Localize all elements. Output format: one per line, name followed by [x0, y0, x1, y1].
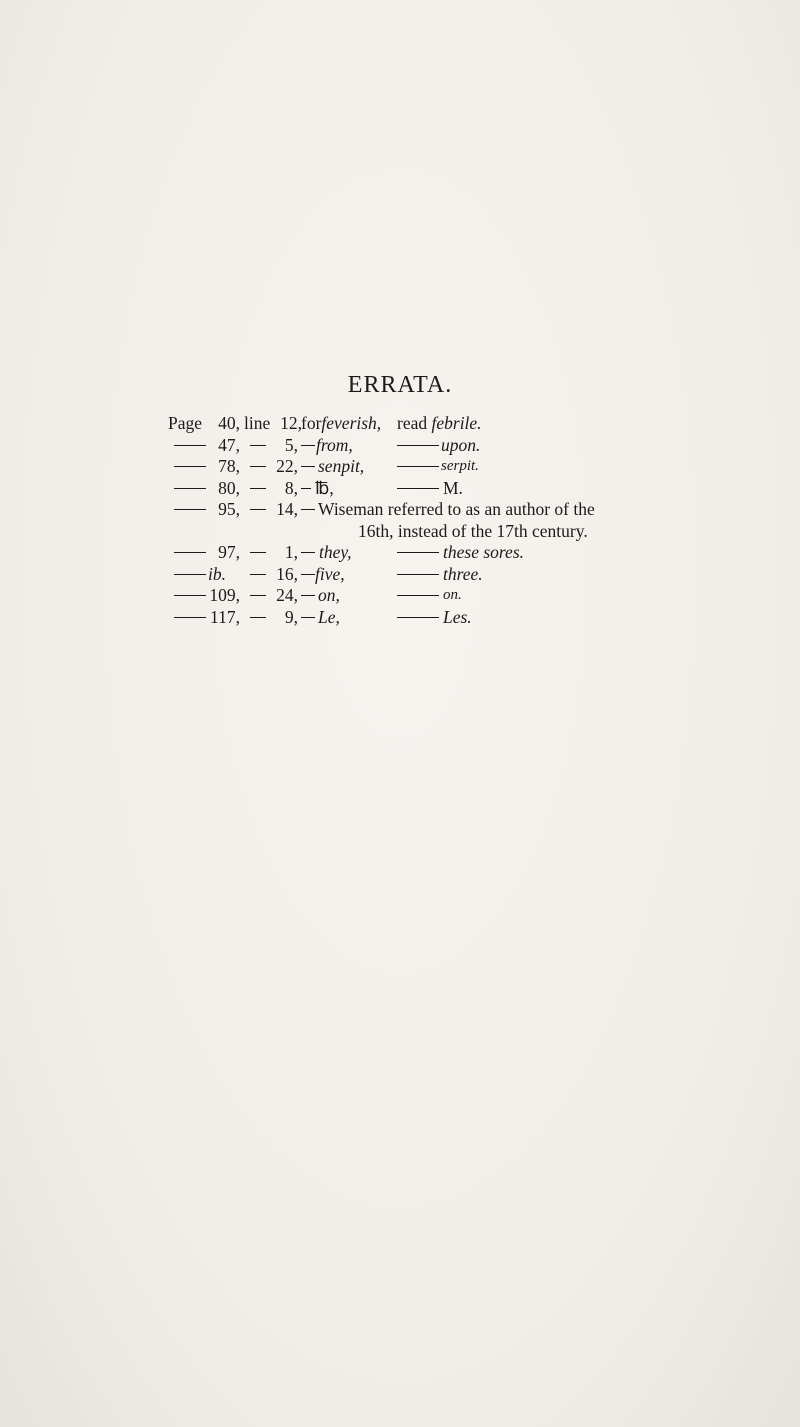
correction-note: [318, 499, 663, 542]
ditto-dash: [250, 466, 266, 467]
right-text: Les.: [443, 606, 472, 627]
page-number: 109,: [209, 585, 240, 605]
ditto-dash: [174, 574, 206, 575]
ditto-dash: [397, 552, 439, 553]
errata-entry: [168, 413, 648, 435]
line-number: 1,: [284, 542, 298, 562]
page-label: Page: [168, 413, 203, 433]
ditto-dash: [301, 617, 315, 618]
ditto-dash: [250, 509, 266, 510]
page-number: 95,: [218, 499, 240, 519]
page-title: ERRATA.: [347, 372, 453, 398]
ditto-dash: [250, 595, 266, 596]
ditto-dash: [250, 574, 266, 575]
errata-entry: [168, 478, 648, 500]
wrong-text: ℔,: [315, 477, 334, 498]
line-number: 8,: [284, 477, 298, 498]
ditto-dash: [250, 552, 266, 553]
right-text: on.: [443, 587, 462, 603]
page-number: 117,: [210, 606, 240, 627]
read-label: read febrile.: [397, 413, 482, 433]
ditto-dash: [301, 445, 315, 446]
line-number: 9,: [284, 606, 298, 627]
ditto-dash: [250, 488, 266, 489]
ditto-dash: [397, 617, 439, 618]
note-line: Wiseman referred to as an author of the: [318, 499, 595, 519]
errata-entry: [168, 585, 648, 607]
note-line: 16th, instead of the 17th century.: [358, 520, 588, 541]
errata-entry: [168, 435, 648, 457]
wrong-text: five,: [315, 563, 345, 584]
ditto-dash: [397, 466, 439, 467]
line-number: 14,: [276, 499, 298, 519]
ditto-dash: [250, 617, 266, 618]
page-number: 97,: [218, 542, 240, 562]
wrong-text: senpit,: [318, 456, 365, 476]
ditto-dash: [301, 595, 315, 596]
right-text: three.: [443, 563, 483, 584]
right-text: upon.: [441, 434, 481, 455]
line-number: 24,: [276, 585, 298, 605]
errata-entry: [168, 607, 648, 629]
wrong-text: on,: [318, 585, 340, 605]
errata-entry: [168, 542, 648, 564]
ditto-dash: [397, 595, 439, 596]
page-number: 40,: [218, 413, 240, 433]
line-number: 12,: [280, 413, 302, 433]
errata-list: [168, 413, 648, 628]
right-text: M.: [443, 477, 463, 498]
ditto-dash: [397, 445, 439, 446]
errata-entry: [168, 499, 648, 542]
line-number: 16,: [276, 563, 298, 584]
errata-entry: [168, 564, 648, 586]
line-number: 22,: [276, 456, 298, 476]
for-label: forfeverish,: [301, 413, 382, 433]
wrong-text: from,: [316, 434, 353, 455]
right-text: these sores.: [443, 542, 525, 562]
ditto-dash: [301, 509, 315, 510]
page-number: 78,: [218, 456, 240, 476]
ditto-dash: [301, 488, 311, 489]
ditto-dash: [397, 488, 439, 489]
errata-entry: [168, 456, 648, 478]
wrong-text: they,: [319, 542, 352, 562]
ditto-dash: [301, 574, 315, 575]
wrong-text: feverish,: [321, 413, 382, 433]
ditto-dash: [301, 552, 315, 553]
right-text: serpit.: [441, 458, 479, 474]
page-number: 47,: [218, 434, 240, 455]
ditto-dash: [397, 574, 439, 575]
right-text: febrile.: [431, 413, 482, 433]
wrong-text: Le,: [318, 606, 340, 627]
line-label: line: [244, 413, 271, 433]
line-number: 5,: [284, 434, 298, 455]
page-number: 80,: [218, 477, 240, 498]
ditto-dash: [301, 466, 315, 467]
ditto-dash: [250, 445, 266, 446]
page-number: ib.: [208, 563, 226, 584]
